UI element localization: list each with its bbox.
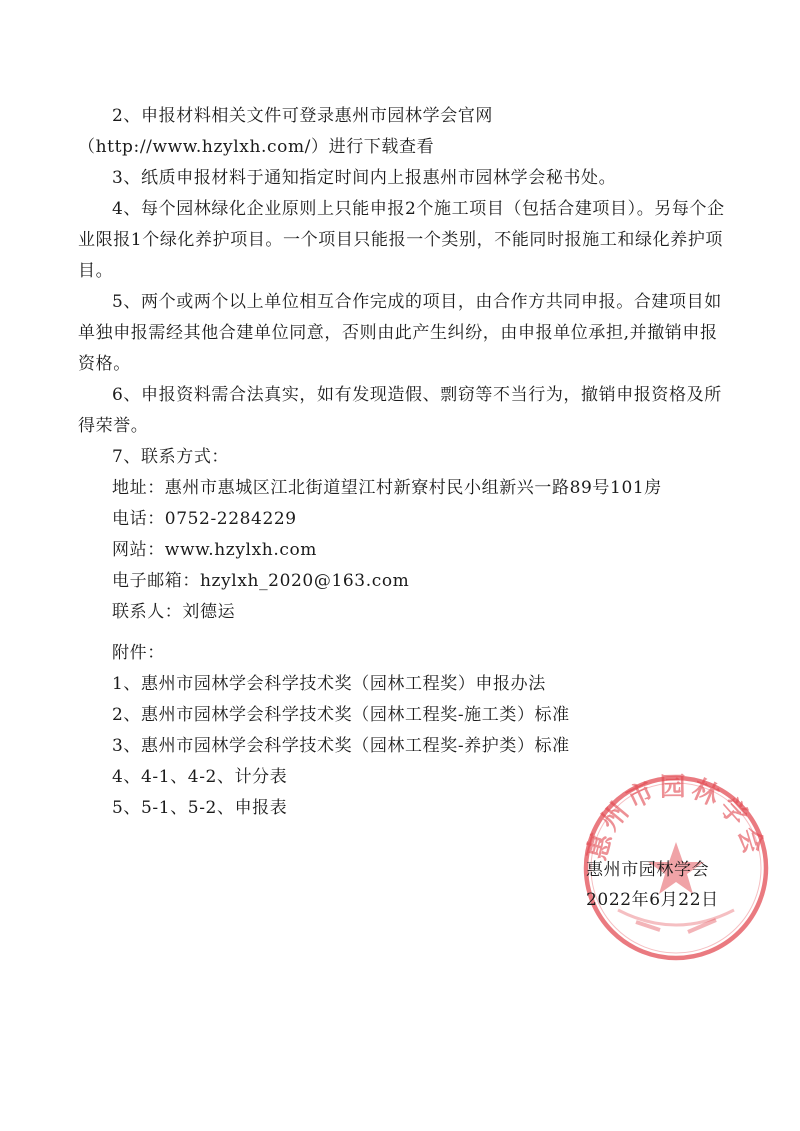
- attachment-item: 4、4-1、4-2、计分表: [112, 767, 288, 787]
- signature-organization: 惠州市园林学会: [586, 860, 710, 880]
- paragraph-paper-submission: 3、纸质申报材料于通知指定时间内上报惠州市园林学会秘书处。: [112, 168, 617, 188]
- attachment-item: 1、惠州市园林学会科学技术奖（园林工程奖）申报办法: [112, 674, 546, 694]
- paragraph-download-info: 2、申报材料相关文件可登录惠州市园林学会官网（http://www.hzylxh.com/）进行下载查看: [78, 106, 494, 157]
- seal-text: 惠州市园林学会: [582, 772, 770, 864]
- paragraph-contact-heading: 7、联系方式：: [112, 447, 230, 467]
- contact-address: 地址：惠州市惠城区江北街道望江村新寮村民小组新兴一路89号101房: [112, 478, 662, 498]
- contact-phone: 电话：0752-2284229: [112, 509, 297, 529]
- attachments-heading: 附件：: [112, 643, 165, 663]
- attachment-item: 5、5-1、5-2、申报表: [112, 798, 288, 818]
- contact-email: 电子邮箱：hzylxh_2020@163.com: [112, 571, 410, 591]
- attachment-item: 2、惠州市园林学会科学技术奖（园林工程奖-施工类）标准: [112, 705, 570, 725]
- paragraph-joint-projects: 5、两个或两个以上单位相互合作完成的项目，由合作方共同申报。合建项目如单独申报需经其他合建单位同意，否则由此产生纠纷，由申报单位承担,并撤销申报资格。: [78, 292, 722, 374]
- contact-person: 联系人：刘德运: [112, 602, 236, 622]
- signature-date: 2022年6月22日: [586, 890, 719, 910]
- attachment-item: 3、惠州市园林学会科学技术奖（园林工程奖-养护类）标准: [112, 736, 570, 756]
- paragraph-authenticity: 6、申报资料需合法真实，如有发现造假、剽窃等不当行为，撤销申报资格及所得荣誉。: [78, 385, 722, 436]
- contact-website: 网站：www.hzylxh.com: [112, 540, 318, 560]
- paragraph-project-limit: 4、每个园林绿化企业原则上只能申报2个施工项目（包括合建项目）。另每个企业限报1个绿化养护项目。一个项目只能报一个类别，不能同时报施工和绿化养护项目。: [78, 199, 725, 281]
